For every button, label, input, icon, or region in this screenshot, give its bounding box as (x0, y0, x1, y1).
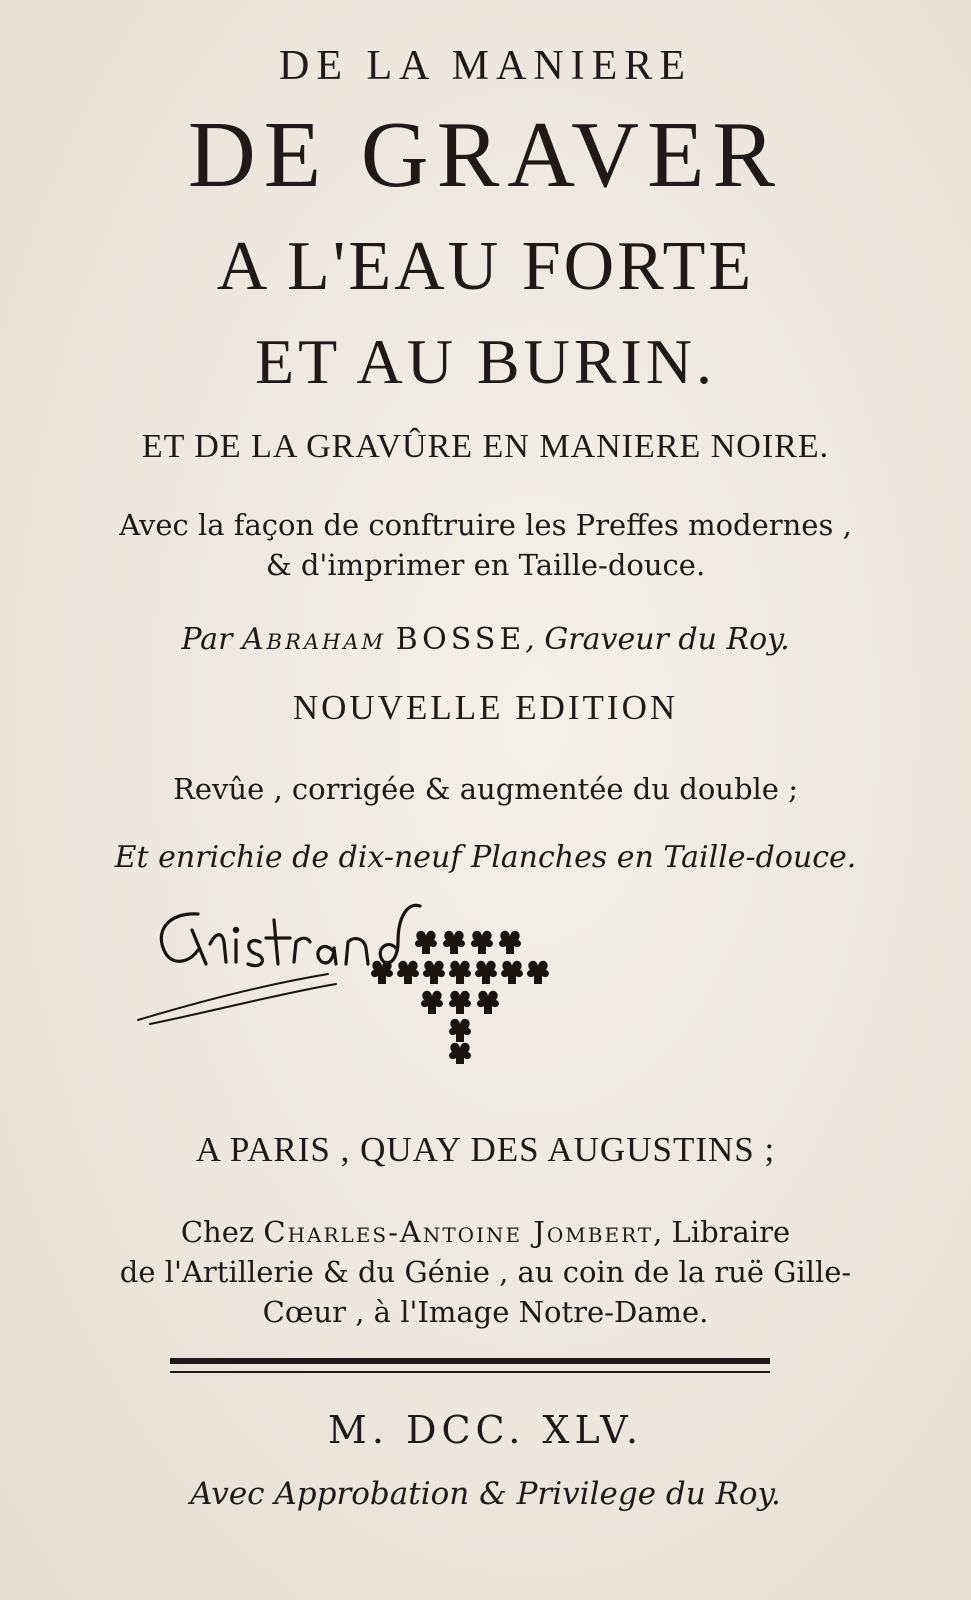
divider-rule-thin (170, 1371, 770, 1373)
description-line-1: Avec la façon de conftruire les Preffes modernes , (119, 508, 852, 542)
privilege-line: Avec Approbation & Privilege du Roy. (190, 1476, 781, 1512)
description-line-2: & d'imprimer en Taille-douce. (265, 548, 706, 582)
divider-rule-thick (170, 1358, 770, 1364)
author-line (0, 622, 971, 657)
imprint-address-line-2: Cœur , à l'Image Notre-Dame. (262, 1295, 709, 1329)
publication-year: M. DCC. XLV. (327, 1408, 644, 1452)
title-line-2: DE GRAVER (187, 103, 784, 207)
imprint-place: A PARIS , QUAY DES AUGUSTINS ; (195, 1130, 776, 1169)
handwritten-signature (128, 892, 558, 1072)
title-line-4: ET AU BURIN. (254, 326, 717, 397)
publisher-name: Charles-Antoine Jombert (263, 1215, 654, 1249)
author-surname: BOSSE (395, 622, 526, 657)
imprint-publisher-line (0, 1215, 971, 1249)
subtitle-line: ET DE LA GRAVÛRE EN MANIERE NOIRE. (141, 428, 830, 465)
signature-and-ornament (128, 892, 558, 1072)
author-first-name: Abraham (241, 622, 387, 657)
edition-label: NOUVELLE EDITION (292, 688, 679, 727)
publisher-prefix: Chez (180, 1215, 255, 1249)
imprint-address-line-1: de l'Artillerie & du Génie , au coin de la ruë Gille- (119, 1255, 852, 1289)
title-line-3: A L'EAU FORTE (216, 228, 755, 305)
author-title: , Graveur du Roy. (525, 622, 790, 657)
plates-line: Et enrichie de dix-neuf Planches en Taille-douce. (114, 840, 857, 875)
title-line-1: DE LA MANIERE (279, 43, 692, 89)
publisher-role: , Libraire (653, 1215, 791, 1249)
author-prefix: Par (181, 622, 233, 657)
revision-line: Revûe , corrigée & augmentée du double ; (173, 772, 798, 806)
